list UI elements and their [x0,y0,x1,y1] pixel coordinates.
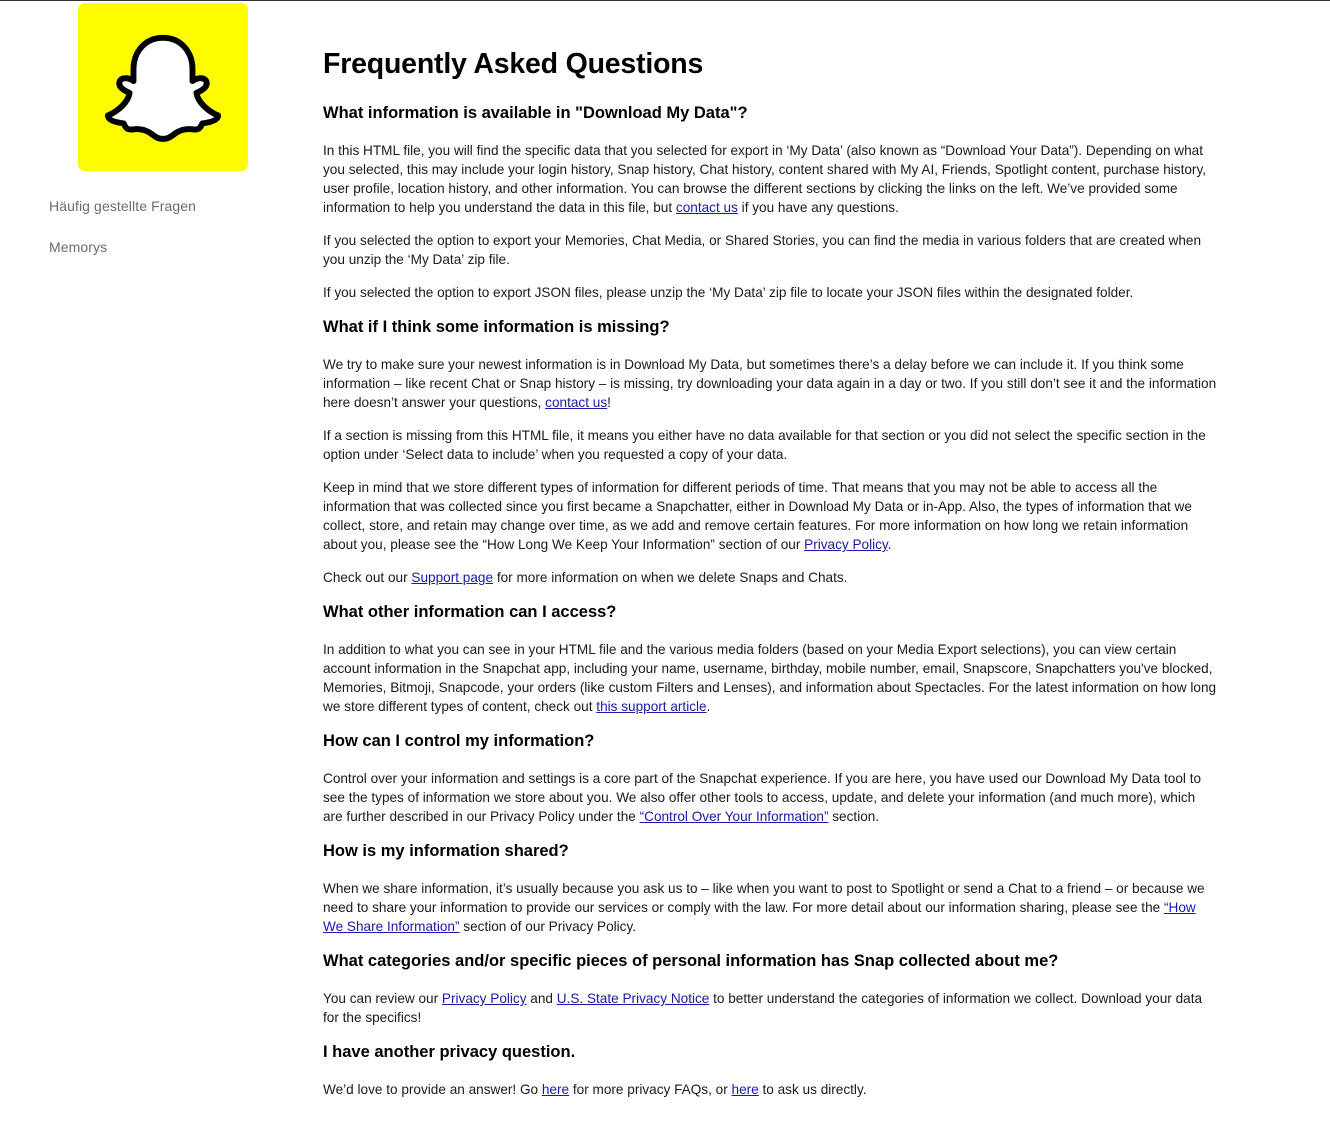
privacy-policy-link[interactable]: Privacy Policy [441,991,527,1006]
paragraph-text: for more information on when we delete Snaps and Chats. [493,570,848,585]
paragraph-text: Keep in mind that we store different types of information for different periods of time. That means that you may not be able to access all the information that was collected since you first became a Snapchatter, either in Download My Data or in-App. Also, the types of information that we collect, store, and retain may change over time, as we add and remove certain features. For more information on how long we retain information about you, please see the “How Long We Keep Your Information” section of our [323,480,1192,552]
faq-question-heading: What information is available in "Download My Data"? [323,104,748,122]
faq-answer-paragraph [323,1080,1218,1099]
paragraph-text: You can review our [323,991,442,1006]
paragraph-text: Check out our [323,570,412,585]
paragraph-text: if you have any questions. [737,200,899,215]
paragraph-text: If a section is missing from this HTML file, it means you either have no data available for that section or you did not select the specific section in the option under ‘Select data to include’ when you requested a copy of your data. [323,428,1206,462]
paragraph-text: We try to make sure your newest information is in Download My Data, but sometimes there’s a delay before we can include it. If you think some information – like recent Chat or Snap history – is missing, try downloading your data again in a day or two. If you still don’t see it and the information here doesn’t answer your questions, [323,357,1217,410]
support-page-link[interactable]: Support page [411,570,494,585]
this-support-article-link[interactable]: this support article [596,699,707,714]
faq-answer-paragraph [323,478,1218,554]
faq-answer-paragraph [323,769,1218,826]
faq-answer-paragraph [323,283,1218,302]
faq-answer-paragraph [323,141,1218,217]
faq-section [323,601,1218,716]
control-over-your-information-link[interactable]: “Control Over Your Information” [639,809,829,824]
paragraph-text: We’d love to provide an answer! Go [323,1082,542,1097]
faq-answer-paragraph [323,426,1218,464]
faq-section [323,730,1218,826]
paragraph-text: to ask us directly. [758,1082,867,1097]
faq-section [323,1041,1218,1099]
paragraph-text: If you selected the option to export your Memories, Chat Media, or Shared Stories, you can find the media in various folders that are created when you unzip the ‘My Data’ zip file. [323,233,1202,267]
ghost-icon [104,31,222,143]
u-s-state-privacy-notice-link[interactable]: U.S. State Privacy Notice [556,991,710,1006]
paragraph-text: Control over your information and settings is a core part of the Snapchat experience. If you are here, you have used our Download My Data tool to see the types of information we store about you. We also offer other tools to access, update, and delete your information (and much more), which are further described in our Privacy Policy under the [323,771,1202,824]
faq-question-heading: How can I control my information? [323,732,595,750]
snapchat-logo[interactable] [78,3,248,171]
paragraph-text: . [706,699,711,714]
contact-us-link[interactable]: contact us [675,200,738,215]
sidebar-item-memories[interactable]: Memorys [49,239,108,255]
faq-answer-paragraph [323,989,1218,1027]
faq-answer-paragraph [323,640,1218,716]
how-we-share-information-link[interactable]: “How We Share Information” [323,900,1196,934]
paragraph-text: section of our Privacy Policy. [459,919,637,934]
paragraph-text: and [526,991,557,1006]
faq-question-heading: What categories and/or specific pieces of personal information has Snap collected about me? [323,952,1059,970]
paragraph-text: . [887,537,892,552]
here-link[interactable]: here [541,1082,570,1097]
paragraph-text: ! [607,395,611,410]
faq-question-heading: What other information can I access? [323,603,617,621]
faq-answer-paragraph [323,231,1218,269]
faq-list [323,102,1218,1113]
privacy-policy-link[interactable]: Privacy Policy [804,537,888,552]
faq-section [323,840,1218,936]
here-link[interactable]: here [731,1082,759,1097]
paragraph-text: In this HTML file, you will find the specific data that you selected for export in ‘My Data’ (also known as “Download Your Data”). Depending on what you selected, this may include your login history, Snap history, Chat history, content shared with My AI, Friends, Spotlight content, purchase history, user profile, location history, and other information. You can browse the different sections by clicking the links on the left. We’ve provided some information to help you understand the data in this file, but [323,143,1207,215]
paragraph-text: to better understand the categories of information we collect. Download your data for the specifics! [323,991,1203,1025]
faq-section [323,316,1218,587]
paragraph-text: If you selected the option to export JSON files, please unzip the ‘My Data’ zip file to locate your JSON files within the designated folder. [323,285,1134,300]
paragraph-text: In addition to what you can see in your HTML file and the various media folders (based on your Media Export selections), you can view certain account information in the Snapchat app, including your name, username, birthday, mobile number, email, Snapscore, Snapchatters you've blocked, Memories, Bitmoji, Snapcode, your orders (like custom Filters and Lenses), and information about Spectacles. For the latest information on how long we store different types of content, check out [323,642,1217,714]
faq-question-heading: How is my information shared? [323,842,569,860]
paragraph-text: section. [828,809,880,824]
page-title: Frequently Asked Questions [323,48,704,80]
faq-question-heading: What if I think some information is missing? [323,318,670,336]
faq-answer-paragraph [323,568,1218,587]
faq-question-heading: I have another privacy question. [323,1043,576,1061]
faq-section [323,102,1218,302]
paragraph-text: for more privacy FAQs, or [569,1082,732,1097]
faq-answer-paragraph [323,355,1218,412]
sidebar-nav [49,197,196,279]
faq-answer-paragraph [323,879,1218,936]
faq-section [323,950,1218,1027]
sidebar-item-faq[interactable]: Häufig gestellte Fragen [49,198,197,214]
paragraph-text: When we share information, it’s usually because you ask us to – like when you want to post to Spotlight or send a Chat to a friend – or because we need to share your information to provide our services or comply with the law. For more detail about our information sharing, please see the [323,881,1205,915]
contact-us-link[interactable]: contact us [545,395,608,410]
